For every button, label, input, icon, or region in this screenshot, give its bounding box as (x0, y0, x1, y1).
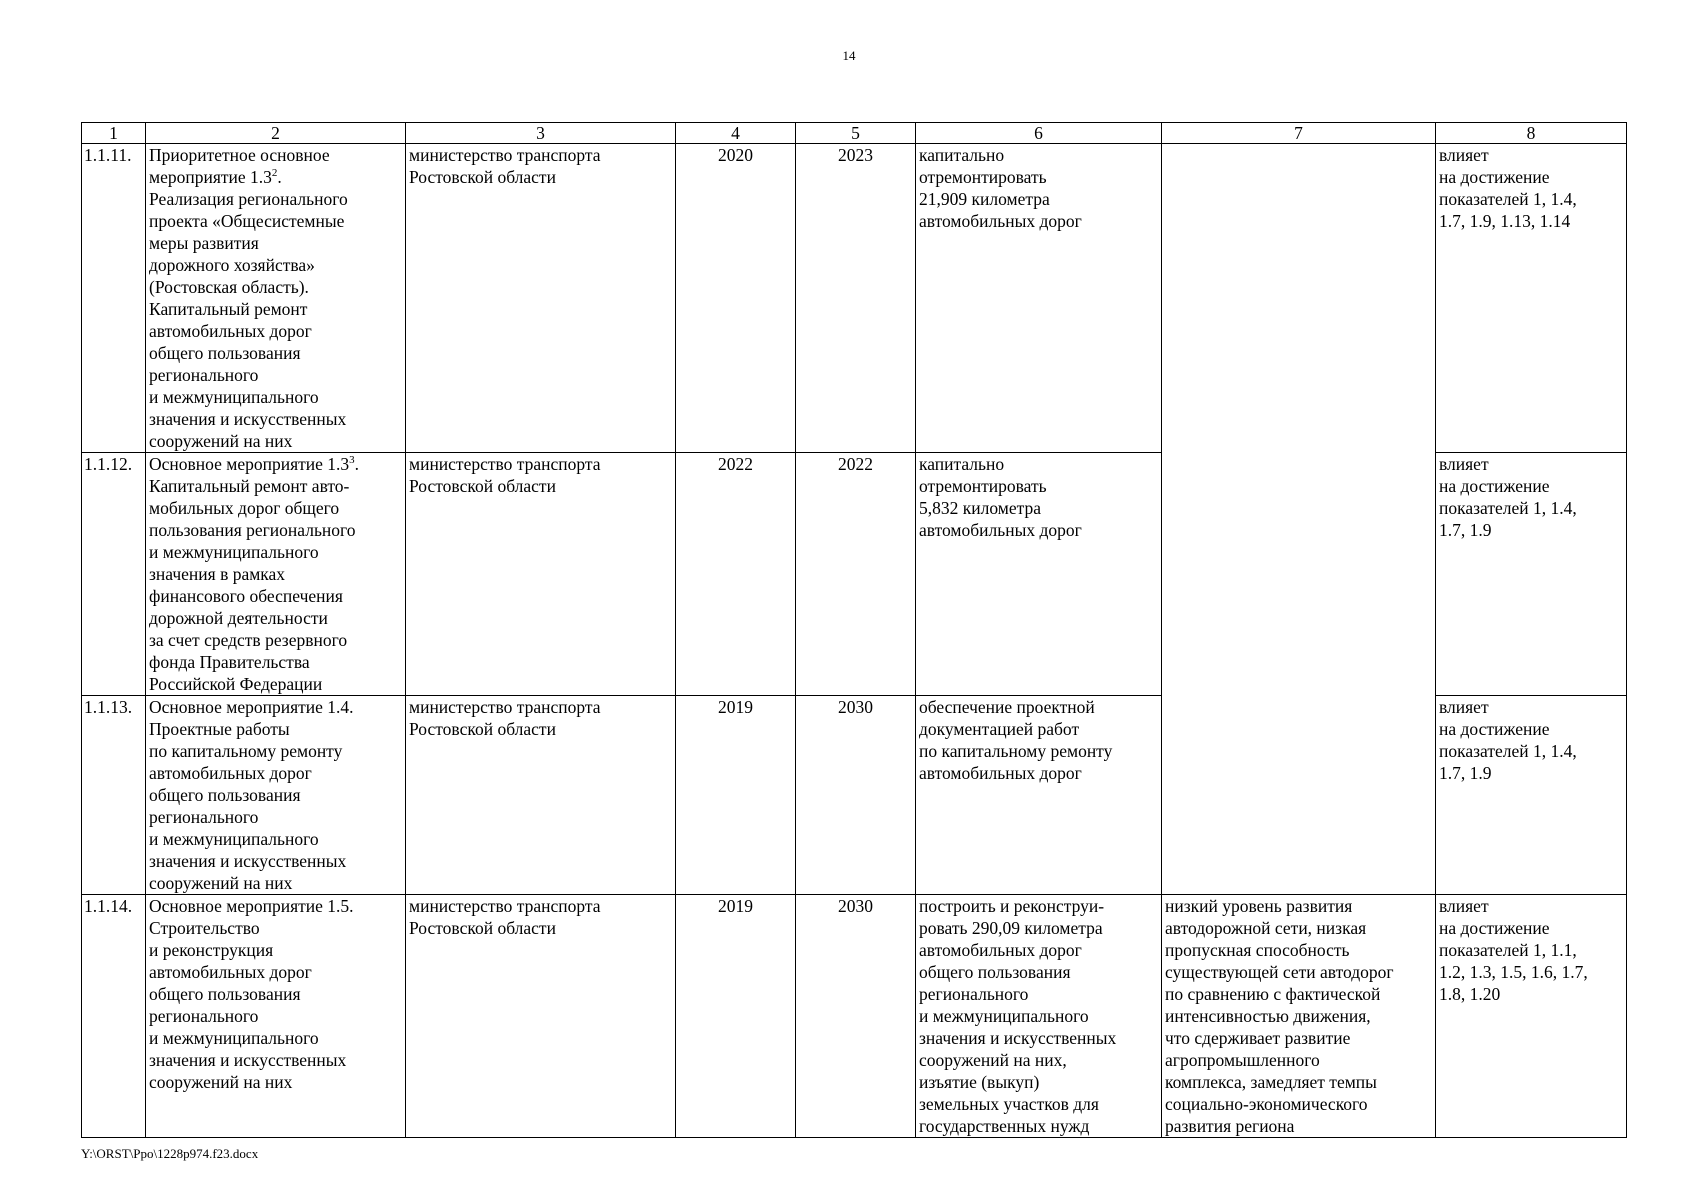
row-number: 1.1.13. (82, 696, 146, 895)
executor: министерство транспорта Ростовской области (406, 696, 676, 895)
column-number: 2 (146, 123, 406, 144)
end-year: 2030 (796, 895, 916, 1138)
indicator-impact: влияет на достижение показателей 1, 1.1, 1.2, 1.3, 1.5, 1.6, 1.7, 1.8, 1.20 (1436, 895, 1627, 1138)
event-name-text: Основное мероприятие 1.3 (149, 454, 350, 474)
event-name (146, 453, 406, 696)
column-number: 3 (406, 123, 676, 144)
consequence: низкий уровень развития автодорожной сети, низкая пропускная способность существующей сети автодорог по сравнению с фактической интенсивностью движения, что сдерживает развитие агропромышленного комплекса, замедляет темпы социально-экономического развития региона (1162, 895, 1436, 1138)
event-name-text: . Реализация регионального проекта «Общесистемные меры развития дорожного хозяйства» (Ростовская область). Капитальный ремонт автомобильных дорог общего пользования регионального и межмуниципального значения и искусственных сооружений на них (149, 167, 348, 451)
measures-table (81, 122, 1627, 1138)
end-year: 2023 (796, 144, 916, 453)
expected-result: обеспечение проектной документацией работ по капитальному ремонту автомобильных дорог (916, 696, 1162, 895)
end-year: 2030 (796, 696, 916, 895)
start-year: 2019 (676, 696, 796, 895)
start-year: 2020 (676, 144, 796, 453)
indicator-impact: влияет на достижение показателей 1, 1.4, 1.7, 1.9 (1436, 696, 1627, 895)
column-number: 7 (1162, 123, 1436, 144)
expected-result: капитально отремонтировать 21,909 километра автомобильных дорог (916, 144, 1162, 453)
event-name (146, 144, 406, 453)
column-number: 5 (796, 123, 916, 144)
footnote-mark: 3 (349, 454, 355, 467)
footnote-mark: 2 (271, 167, 278, 180)
file-path-footer: Y:\ORST\Ppo\1228p974.f23.docx (81, 1146, 259, 1161)
executor: министерство транспорта Ростовской области (406, 453, 676, 696)
row-number: 1.1.14. (82, 895, 146, 1138)
table-row (82, 895, 1627, 1138)
executor: министерство транспорта Ростовской области (406, 895, 676, 1138)
page-number: 14 (842, 48, 856, 63)
expected-result: построить и реконструи- ровать 290,09 километра автомобильных дорог общего пользования регионального и межмуниципального значения и искусственных сооружений на них, изъятие (выкуп) земельных участков для государственных нужд (916, 895, 1162, 1138)
column-number: 4 (676, 123, 796, 144)
indicator-impact: влияет на достижение показателей 1, 1.4, 1.7, 1.9 (1436, 453, 1627, 696)
indicator-impact: влияет на достижение показателей 1, 1.4, 1.7, 1.9, 1.13, 1.14 (1436, 144, 1627, 453)
column-number-row (82, 123, 1627, 144)
start-year: 2019 (676, 895, 796, 1138)
row-number: 1.1.11. (82, 144, 146, 453)
executor: министерство транспорта Ростовской области (406, 144, 676, 453)
event-name: Основное мероприятие 1.5. Строительство и реконструкция автомобильных дорог общего пользования регионального и межмуниципального значения и искусственных сооружений на них (146, 895, 406, 1138)
column-number: 8 (1436, 123, 1627, 144)
table-row (82, 144, 1627, 453)
row-number: 1.1.12. (82, 453, 146, 696)
event-name-text: . Капитальный ремонт авто- мобильных дорог общего пользования регионального и межмуниципального значения в рамках финансового обеспечения дорожной деятельности за счет средств резервного фонда Правительства Российской Федерации (149, 454, 360, 694)
start-year: 2022 (676, 453, 796, 696)
consequence-cell-empty (1162, 144, 1436, 895)
end-year: 2022 (796, 453, 916, 696)
event-name: Основное мероприятие 1.4. Проектные работы по капитальному ремонту автомобильных дорог общего пользования регионального и межмуниципального значения и искусственных сооружений на них (146, 696, 406, 895)
column-number: 1 (82, 123, 146, 144)
column-number: 6 (916, 123, 1162, 144)
event-name-text: Приоритетное основное мероприятие 1.3 (149, 145, 330, 187)
expected-result: капитально отремонтировать 5,832 километра автомобильных дорог (916, 453, 1162, 696)
